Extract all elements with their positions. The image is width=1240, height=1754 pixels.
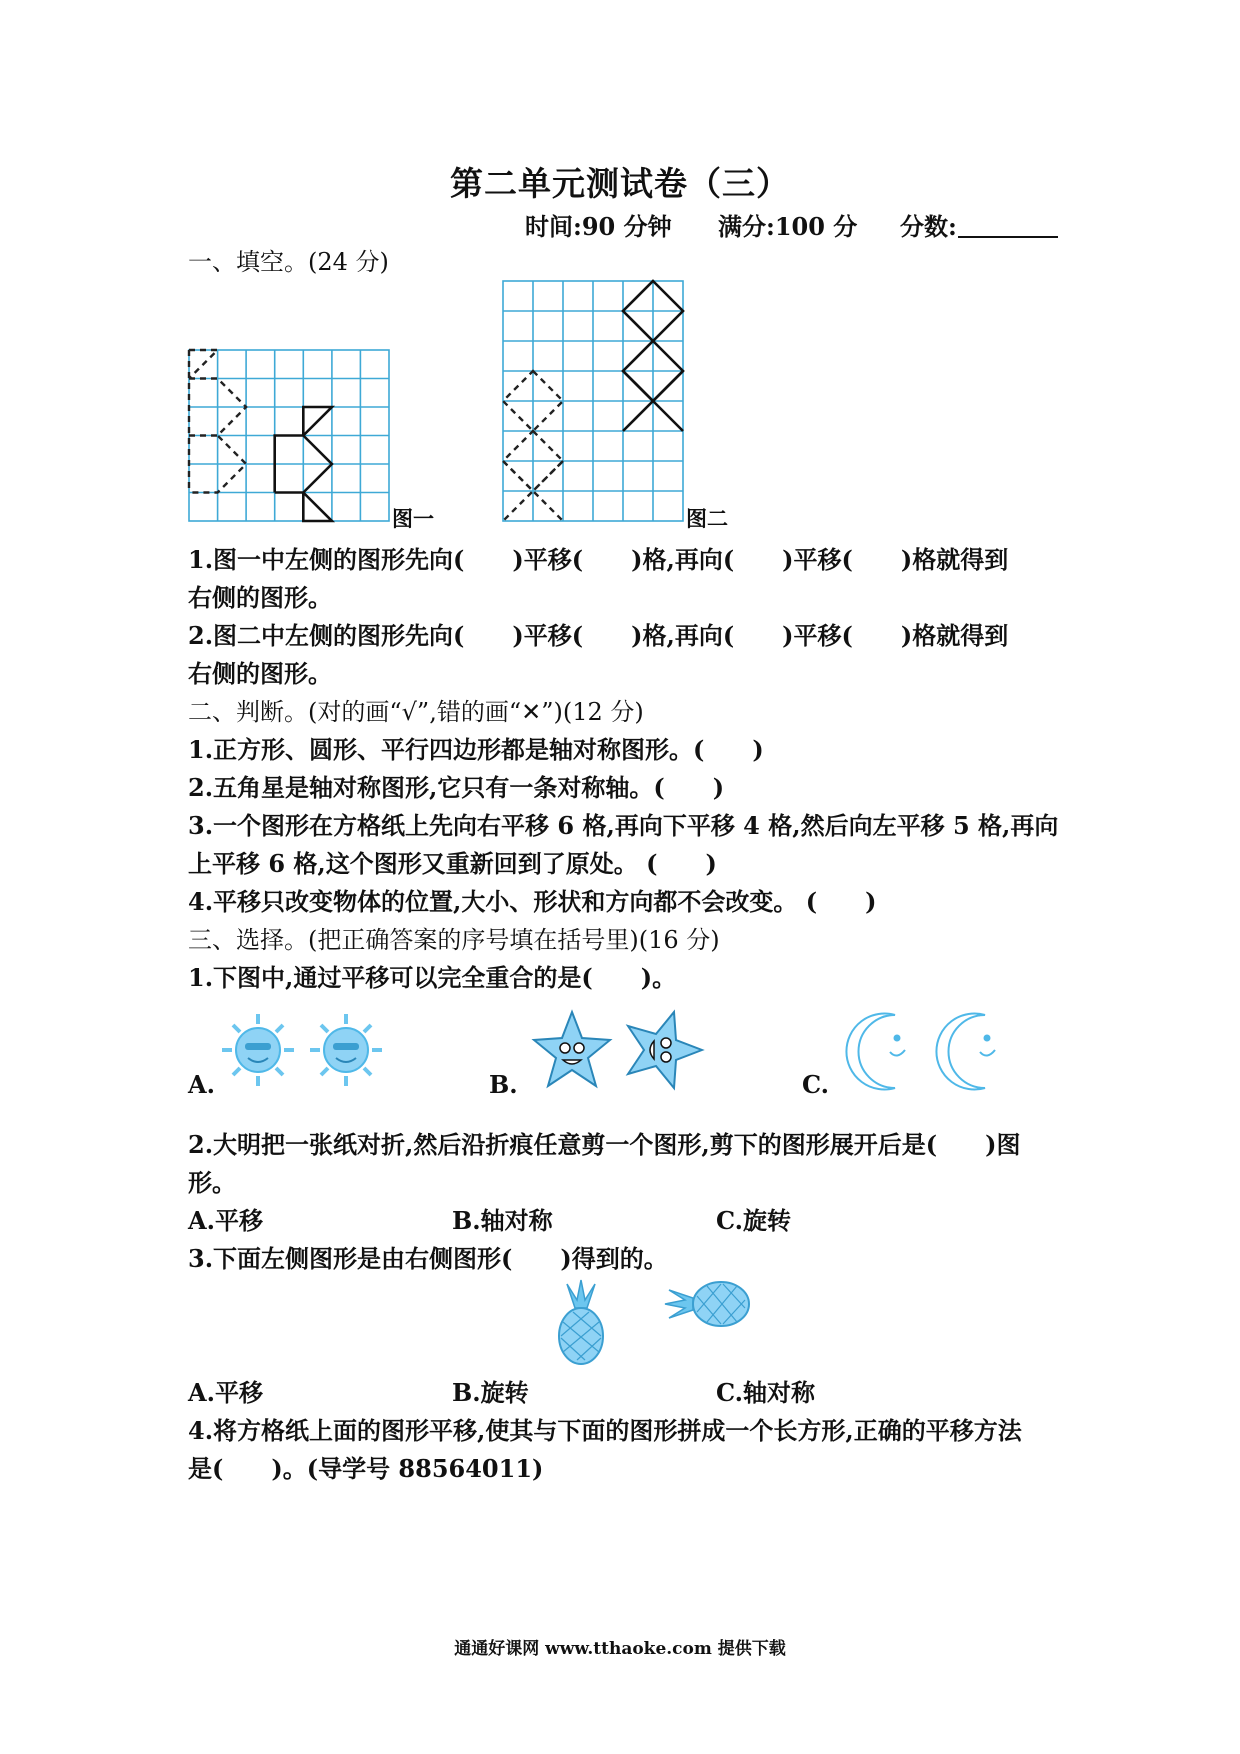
s3-q2-option-a: A.平移 bbox=[188, 1206, 263, 1235]
s1-q2-line1: 2.图二中左侧的图形先向( )平移( )格,再向( )平移( )格就得到 bbox=[188, 621, 1009, 650]
figure1-grid bbox=[189, 350, 389, 521]
exam-full-score: 满分:100 分 bbox=[718, 212, 858, 241]
star-pair-illustration bbox=[530, 1008, 710, 1093]
moon-pair-illustration bbox=[835, 1010, 1015, 1095]
s3-q2-option-b: B.轴对称 bbox=[452, 1206, 553, 1235]
s3-q2-option-c: C.旋转 bbox=[716, 1206, 792, 1235]
section1-heading: 一、填空。(24 分) bbox=[188, 248, 389, 276]
s3-q2-line2: 形。 bbox=[188, 1168, 236, 1197]
section2-heading: 二、判断。(对的画“√”,错的画“✕”)(12 分) bbox=[188, 698, 644, 726]
s3-q2-line1: 2.大明把一张纸对折,然后沿折痕任意剪一个图形,剪下的图形展开后是( )图 bbox=[188, 1130, 1021, 1159]
star-icon bbox=[534, 1012, 610, 1086]
figure1-caption: 图一 bbox=[392, 506, 434, 531]
s3-q3-option-b: B.旋转 bbox=[452, 1378, 529, 1407]
figure2-grid bbox=[503, 281, 683, 521]
s3-q4-line2: 是( )。(导学号 88564011) bbox=[188, 1454, 544, 1483]
sun-icon bbox=[222, 1014, 294, 1086]
s2-q2: 2.五角星是轴对称图形,它只有一条对称轴。( ) bbox=[188, 773, 725, 802]
exam-time: 时间:90 分钟 bbox=[525, 212, 672, 241]
s1-q1-line2: 右侧的图形。 bbox=[188, 583, 332, 612]
s3-q1-option-c: C. bbox=[802, 1070, 830, 1099]
s3-q1: 1.下图中,通过平移可以完全重合的是( )。 bbox=[188, 963, 677, 992]
s3-q3: 3.下面左侧图形是由右侧图形( )得到的。 bbox=[188, 1244, 668, 1273]
figure2-caption: 图二 bbox=[686, 506, 728, 531]
s2-q1: 1.正方形、圆形、平行四边形都是轴对称图形。( ) bbox=[188, 735, 764, 764]
s3-q3-option-c: C.轴对称 bbox=[716, 1378, 816, 1407]
exam-score-label: 分数: bbox=[900, 212, 957, 241]
s3-q3-option-a: A.平移 bbox=[188, 1378, 263, 1407]
section3-heading: 三、选择。(把正确答案的序号填在括号里)(16 分) bbox=[188, 926, 720, 954]
pineapple-icon bbox=[665, 1282, 749, 1326]
s2-q4: 4.平移只改变物体的位置,大小、形状和方向都不会改变。 ( ) bbox=[188, 887, 877, 916]
sun-pair-illustration bbox=[218, 1010, 388, 1090]
page-title: 第二单元测试卷（三） bbox=[450, 164, 790, 203]
pineapple-icon bbox=[559, 1280, 603, 1364]
s3-q4-line1: 4.将方格纸上面的图形平移,使其与下面的图形拼成一个长方形,正确的平移方法 bbox=[188, 1416, 1022, 1445]
s3-q1-option-a: A. bbox=[188, 1070, 215, 1099]
moon-icon bbox=[936, 1014, 995, 1090]
sun-icon bbox=[310, 1014, 382, 1086]
s1-q2-line2: 右侧的图形。 bbox=[188, 659, 332, 688]
star-icon bbox=[628, 1012, 702, 1088]
score-blank[interactable] bbox=[958, 236, 1058, 238]
s2-q3-line2: 上平移 6 格,这个图形又重新回到了原处。 ( ) bbox=[188, 849, 717, 878]
moon-icon bbox=[846, 1014, 905, 1090]
s1-q1-line1: 1.图一中左侧的图形先向( )平移( )格,再向( )平移( )格就得到 bbox=[188, 545, 1009, 574]
pineapple-pair-illustration bbox=[545, 1280, 705, 1365]
s3-q1-option-b: B. bbox=[489, 1070, 518, 1099]
page-footer: 通通好课网 www.tthaoke.com 提供下载 bbox=[454, 1639, 786, 1659]
s2-q3-line1: 3.一个图形在方格纸上先向右平移 6 格,再向下平移 4 格,然后向左平移 5 格,再向 bbox=[188, 811, 1059, 840]
